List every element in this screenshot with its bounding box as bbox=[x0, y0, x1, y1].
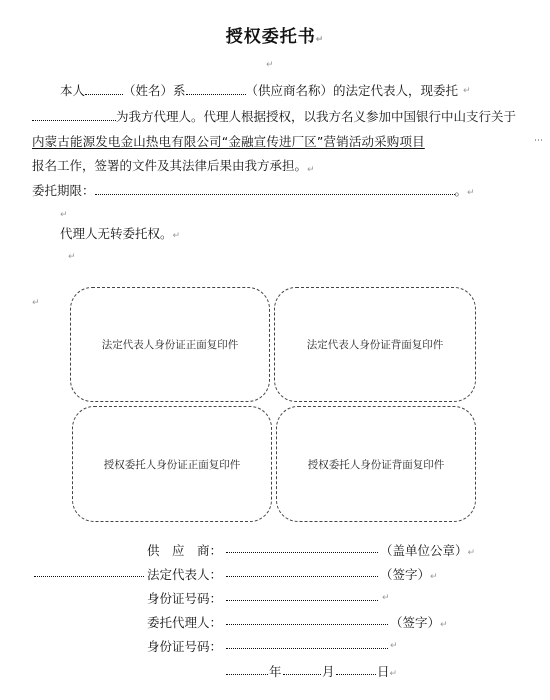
overflow-dots: ⋯ bbox=[534, 136, 543, 146]
legal-rep-label: 法定代表人： bbox=[147, 567, 223, 582]
supplier-label: 供 应 商： bbox=[147, 543, 223, 558]
term-row: 委托期限： 。↵ bbox=[32, 183, 475, 198]
year-blank[interactable] bbox=[226, 673, 268, 675]
agent-signature-line[interactable] bbox=[226, 623, 388, 625]
supplier-blank[interactable] bbox=[186, 82, 246, 95]
agent-blank[interactable] bbox=[32, 108, 116, 121]
para-line-2: 为我方代理人。代理人根据授权，以我方名义参加中国银行中山支行关于 bbox=[32, 108, 516, 125]
paragraph-mark: ↵ bbox=[68, 252, 76, 262]
id-number-line-1[interactable] bbox=[226, 599, 378, 601]
day-blank[interactable] bbox=[336, 673, 376, 675]
leader-dots bbox=[34, 575, 144, 577]
paragraph-mark: ↵ bbox=[382, 593, 390, 603]
month-label: 月 bbox=[322, 664, 335, 679]
no-subdelegation-text: 代理人无转委托权。↵ bbox=[60, 226, 181, 241]
para-line-4: 报名工作，签署的文件及其法律后果由我方承担。↵ bbox=[32, 158, 315, 175]
id-number-label-1: 身份证号码： bbox=[147, 591, 223, 606]
legal-rep-signature-line[interactable] bbox=[226, 575, 378, 577]
agent-sign-note: （签字）↵ bbox=[390, 615, 448, 630]
day-label: 日↵ bbox=[377, 664, 398, 679]
agent-label: 委托代理人： bbox=[147, 615, 223, 630]
supplier-signature-line[interactable] bbox=[226, 551, 378, 553]
paragraph-mark: ↵ bbox=[463, 86, 471, 96]
year-label: 年 bbox=[269, 664, 282, 679]
paragraph-mark: ↵ bbox=[60, 210, 68, 220]
paragraph-mark: ↵ bbox=[390, 641, 398, 651]
agent-id-front-box: 授权委托人身份证正面复印件 bbox=[72, 406, 272, 522]
legal-rep-id-back-box: 法定代表人身份证背面复印件 bbox=[274, 287, 476, 402]
para-line-1: 本人 （姓名）系 （供应商名称）的法定代表人，现委托 bbox=[60, 83, 459, 98]
legal-rep-sign-note: （签字）↵ bbox=[380, 567, 438, 582]
supplier-seal-note: （盖单位公章）↵ bbox=[380, 543, 476, 558]
paragraph-mark: ↵ bbox=[32, 298, 40, 308]
name-blank[interactable] bbox=[85, 82, 123, 95]
legal-rep-id-front-box: 法定代表人身份证正面复印件 bbox=[70, 287, 270, 402]
document-title: 授权委托书↵ bbox=[225, 27, 325, 47]
month-blank[interactable] bbox=[283, 673, 321, 675]
id-number-label-2: 身份证号码： bbox=[147, 639, 223, 654]
agent-id-back-box: 授权委托人身份证背面复印件 bbox=[276, 406, 476, 522]
term-blank[interactable] bbox=[95, 182, 455, 195]
para-line-3: 内蒙古能源发电金山热电有限公司“金融宣传进厂区”营销活动采购项目 bbox=[32, 134, 425, 149]
paragraph-mark: ↵ bbox=[266, 60, 274, 70]
id-number-line-2[interactable] bbox=[226, 647, 388, 649]
